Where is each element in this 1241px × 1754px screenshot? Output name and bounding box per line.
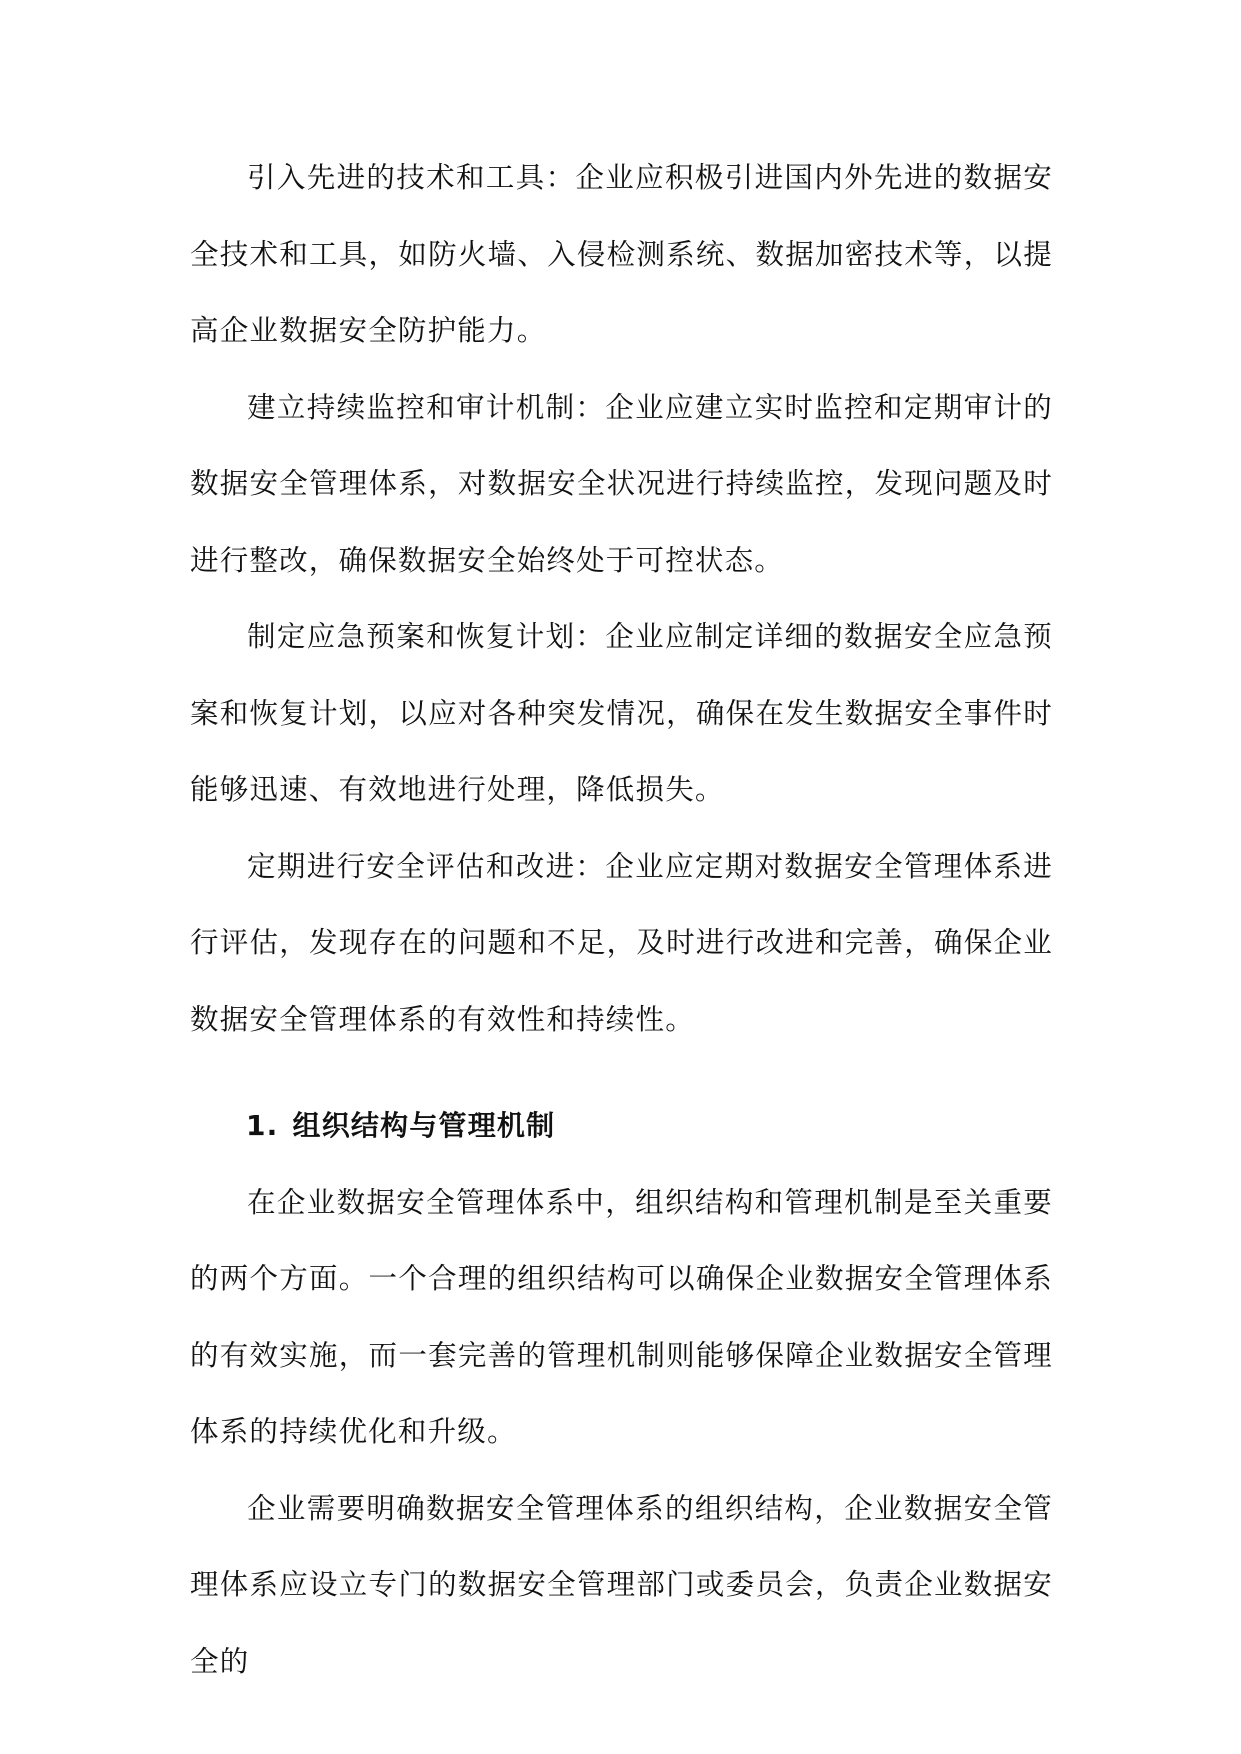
document-body xyxy=(190,140,1053,1700)
paragraph-advanced-tools: 引入先进的技术和工具：企业应积极引进国内外先进的数据安全技术和工具，如防火墙、入侵检测系统、数据加密技术等，以提高企业数据安全防护能力。 xyxy=(190,161,1053,347)
paragraph-security-assessment: 定期进行安全评估和改进：企业应定期对数据安全管理体系进行评估，发现存在的问题和不足，及时进行改进和完善，确保企业数据安全管理体系的有效性和持续性。 xyxy=(190,849,1053,1036)
paragraph-org-structure-detail: 企业需要明确数据安全管理体系的组织结构，企业数据安全管理体系应设立专门的数据安全管理部门或委员会，负责企业数据安全的 xyxy=(190,1491,1053,1678)
section-title: 组织结构与管理机制 xyxy=(292,1109,556,1142)
paragraph-monitoring-audit: 建立持续监控和审计机制：企业应建立实时监控和定期审计的数据安全管理体系，对数据安全状况进行持续监控，发现问题及时进行整改，确保数据安全始终处于可控状态。 xyxy=(190,390,1053,577)
section-number: 1. xyxy=(246,1109,279,1142)
paragraph-emergency-plan: 制定应急预案和恢复计划：企业应制定详细的数据安全应急预案和恢复计划，以应对各种突发情况，确保在发生数据安全事件时能够迅速、有效地进行处理，降低损失。 xyxy=(190,620,1053,806)
section-heading xyxy=(190,1088,1053,1165)
paragraph-org-structure-intro: 在企业数据安全管理体系中，组织结构和管理机制是至关重要的两个方面。一个合理的组织结构可以确保企业数据安全管理体系的有效实施，而一套完善的管理机制则能够保障企业数据安全管理体系的持续优化和升级。 xyxy=(190,1185,1053,1448)
